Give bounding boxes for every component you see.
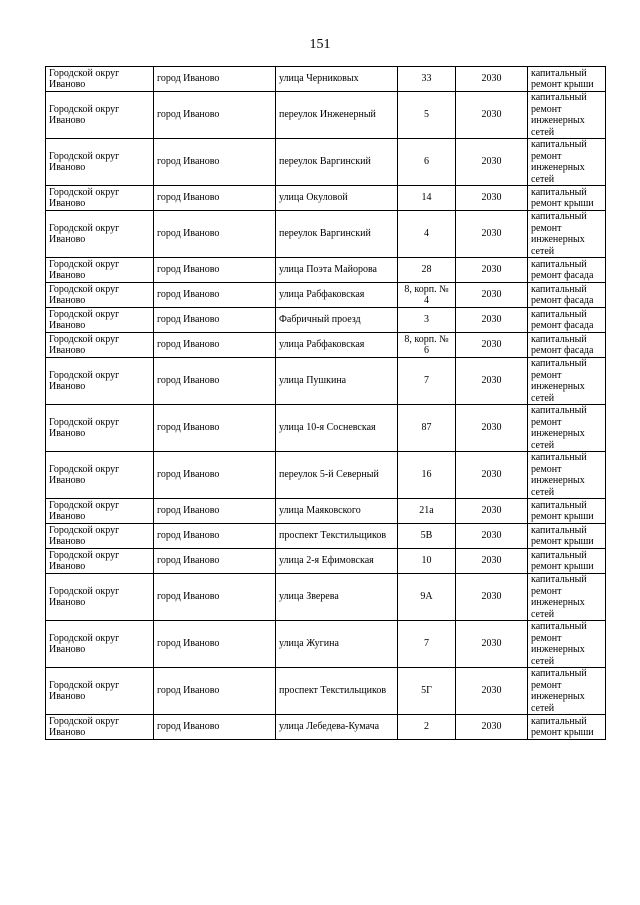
table-row <box>46 358 606 405</box>
house-number-cell: 33 <box>398 67 456 92</box>
work-type-cell: капитальный ремонт инженерных сетей <box>528 358 606 405</box>
repair-year-cell: 2030 <box>456 308 528 333</box>
street-cell: улица Жугина <box>276 621 398 668</box>
table-row <box>46 67 606 92</box>
repair-year-cell: 2030 <box>456 524 528 549</box>
work-type-cell: капитальный ремонт инженерных сетей <box>528 211 606 258</box>
work-type-cell: капитальный ремонт инженерных сетей <box>528 452 606 499</box>
municipal-district-cell: Городской округ Иваново <box>46 139 154 186</box>
table-body <box>46 67 606 740</box>
repair-year-cell: 2030 <box>456 621 528 668</box>
table-row <box>46 549 606 574</box>
settlement-cell: город Иваново <box>154 92 276 139</box>
municipal-district-cell: Городской округ Иваново <box>46 258 154 283</box>
street-cell: улица Лебедева-Кумача <box>276 715 398 740</box>
house-number-cell: 5В <box>398 524 456 549</box>
settlement-cell: город Иваново <box>154 621 276 668</box>
table-row <box>46 524 606 549</box>
table-row <box>46 139 606 186</box>
house-number-cell: 9А <box>398 574 456 621</box>
repair-year-cell: 2030 <box>456 283 528 308</box>
municipal-district-cell: Городской округ Иваново <box>46 549 154 574</box>
house-number-cell: 5 <box>398 92 456 139</box>
table-row <box>46 333 606 358</box>
house-number-cell: 7 <box>398 358 456 405</box>
municipal-district-cell: Городской округ Иваново <box>46 92 154 139</box>
house-number-cell: 5Г <box>398 668 456 715</box>
municipal-district-cell: Городской округ Иваново <box>46 452 154 499</box>
settlement-cell: город Иваново <box>154 67 276 92</box>
settlement-cell: город Иваново <box>154 715 276 740</box>
house-number-cell: 6 <box>398 139 456 186</box>
street-cell: улица 2-я Ефимовская <box>276 549 398 574</box>
settlement-cell: город Иваново <box>154 452 276 499</box>
street-cell: проспект Текстильщиков <box>276 524 398 549</box>
municipal-district-cell: Городской округ Иваново <box>46 333 154 358</box>
house-number-cell: 8, корп. № 4 <box>398 283 456 308</box>
work-type-cell: капитальный ремонт фасада <box>528 283 606 308</box>
work-type-cell: капитальный ремонт инженерных сетей <box>528 139 606 186</box>
work-type-cell: капитальный ремонт инженерных сетей <box>528 92 606 139</box>
municipal-district-cell: Городской округ Иваново <box>46 668 154 715</box>
work-type-cell: капитальный ремонт крыши <box>528 549 606 574</box>
table-row <box>46 308 606 333</box>
street-cell: переулок Инженерный <box>276 92 398 139</box>
house-number-cell: 3 <box>398 308 456 333</box>
house-number-cell: 28 <box>398 258 456 283</box>
repair-year-cell: 2030 <box>456 211 528 258</box>
settlement-cell: город Иваново <box>154 283 276 308</box>
work-type-cell: капитальный ремонт крыши <box>528 524 606 549</box>
municipal-district-cell: Городской округ Иваново <box>46 715 154 740</box>
municipal-district-cell: Городской округ Иваново <box>46 67 154 92</box>
table-row <box>46 258 606 283</box>
street-cell: улица Рабфаковская <box>276 283 398 308</box>
house-number-cell: 2 <box>398 715 456 740</box>
work-type-cell: капитальный ремонт крыши <box>528 715 606 740</box>
work-type-cell: капитальный ремонт фасада <box>528 258 606 283</box>
repair-year-cell: 2030 <box>456 668 528 715</box>
repair-year-cell: 2030 <box>456 139 528 186</box>
repair-year-cell: 2030 <box>456 549 528 574</box>
table-row <box>46 283 606 308</box>
street-cell: переулок Варгинский <box>276 211 398 258</box>
repair-year-cell: 2030 <box>456 258 528 283</box>
table-row <box>46 574 606 621</box>
address-table <box>45 66 606 740</box>
street-cell: Фабричный проезд <box>276 308 398 333</box>
settlement-cell: город Иваново <box>154 574 276 621</box>
work-type-cell: капитальный ремонт инженерных сетей <box>528 405 606 452</box>
settlement-cell: город Иваново <box>154 358 276 405</box>
street-cell: улица 10-я Сосневская <box>276 405 398 452</box>
municipal-district-cell: Городской округ Иваново <box>46 574 154 621</box>
work-type-cell: капитальный ремонт фасада <box>528 333 606 358</box>
table-row <box>46 186 606 211</box>
settlement-cell: город Иваново <box>154 258 276 283</box>
municipal-district-cell: Городской округ Иваново <box>46 211 154 258</box>
work-type-cell: капитальный ремонт инженерных сетей <box>528 621 606 668</box>
page-number: 151 <box>309 37 331 52</box>
repair-year-cell: 2030 <box>456 715 528 740</box>
street-cell: переулок 5-й Северный <box>276 452 398 499</box>
street-cell: улица Черниковых <box>276 67 398 92</box>
work-type-cell: капитальный ремонт инженерных сетей <box>528 574 606 621</box>
municipal-district-cell: Городской округ Иваново <box>46 405 154 452</box>
house-number-cell: 14 <box>398 186 456 211</box>
municipal-district-cell: Городской округ Иваново <box>46 621 154 668</box>
street-cell: улица Зверева <box>276 574 398 621</box>
repair-year-cell: 2030 <box>456 67 528 92</box>
municipal-district-cell: Городской округ Иваново <box>46 308 154 333</box>
municipal-district-cell: Городской округ Иваново <box>46 283 154 308</box>
settlement-cell: город Иваново <box>154 139 276 186</box>
house-number-cell: 16 <box>398 452 456 499</box>
settlement-cell: город Иваново <box>154 405 276 452</box>
work-type-cell: капитальный ремонт инженерных сетей <box>528 668 606 715</box>
settlement-cell: город Иваново <box>154 549 276 574</box>
house-number-cell: 7 <box>398 621 456 668</box>
house-number-cell: 4 <box>398 211 456 258</box>
work-type-cell: капитальный ремонт крыши <box>528 186 606 211</box>
settlement-cell: город Иваново <box>154 211 276 258</box>
repair-year-cell: 2030 <box>456 358 528 405</box>
settlement-cell: город Иваново <box>154 186 276 211</box>
table-row <box>46 405 606 452</box>
house-number-cell: 87 <box>398 405 456 452</box>
table-row <box>46 499 606 524</box>
repair-year-cell: 2030 <box>456 333 528 358</box>
work-type-cell: капитальный ремонт крыши <box>528 67 606 92</box>
table-row <box>46 211 606 258</box>
settlement-cell: город Иваново <box>154 333 276 358</box>
house-number-cell: 10 <box>398 549 456 574</box>
table-row <box>46 621 606 668</box>
settlement-cell: город Иваново <box>154 499 276 524</box>
work-type-cell: капитальный ремонт фасада <box>528 308 606 333</box>
municipal-district-cell: Городской округ Иваново <box>46 186 154 211</box>
street-cell: улица Рабфаковская <box>276 333 398 358</box>
repair-year-cell: 2030 <box>456 452 528 499</box>
municipal-district-cell: Городской округ Иваново <box>46 499 154 524</box>
table-row <box>46 668 606 715</box>
table-row <box>46 715 606 740</box>
street-cell: переулок Варгинский <box>276 139 398 186</box>
street-cell: улица Поэта Майорова <box>276 258 398 283</box>
settlement-cell: город Иваново <box>154 668 276 715</box>
municipal-district-cell: Городской округ Иваново <box>46 358 154 405</box>
table-row <box>46 452 606 499</box>
work-type-cell: капитальный ремонт крыши <box>528 499 606 524</box>
street-cell: улица Пушкина <box>276 358 398 405</box>
repair-year-cell: 2030 <box>456 499 528 524</box>
street-cell: проспект Текстильщиков <box>276 668 398 715</box>
repair-year-cell: 2030 <box>456 186 528 211</box>
street-cell: улица Окуловой <box>276 186 398 211</box>
repair-year-cell: 2030 <box>456 405 528 452</box>
house-number-cell: 21а <box>398 499 456 524</box>
table-row <box>46 92 606 139</box>
settlement-cell: город Иваново <box>154 308 276 333</box>
house-number-cell: 8, корп. № 6 <box>398 333 456 358</box>
settlement-cell: город Иваново <box>154 524 276 549</box>
municipal-district-cell: Городской округ Иваново <box>46 524 154 549</box>
repair-year-cell: 2030 <box>456 574 528 621</box>
street-cell: улица Маяковского <box>276 499 398 524</box>
repair-year-cell: 2030 <box>456 92 528 139</box>
